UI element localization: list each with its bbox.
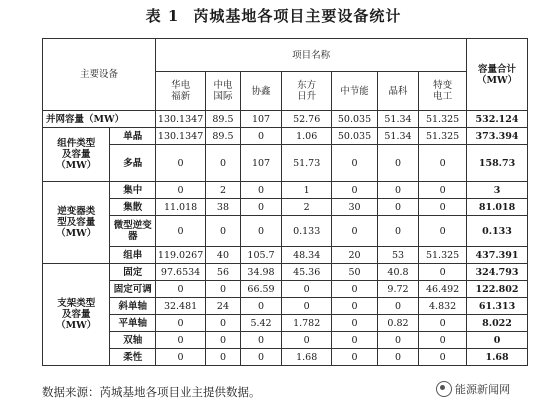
table-cell: 0.82 — [377, 315, 418, 332]
table-cell: 0 — [332, 349, 378, 366]
table-cell: 24 — [206, 298, 241, 315]
row-label-grid: 并网容量（MW） — [43, 111, 156, 128]
table-cell: 0 — [332, 332, 378, 349]
table-cell: 0 — [377, 332, 418, 349]
table-cell: 45.36 — [282, 264, 332, 281]
table-cell: 56 — [206, 264, 241, 281]
table-cell: 130.1347 — [156, 111, 206, 128]
row-total-cell: 437.391 — [467, 247, 528, 264]
table-cell: 0 — [419, 145, 467, 182]
table-cell: 52.76 — [282, 111, 332, 128]
table-cell: 11.018 — [156, 199, 206, 216]
table-cell: 4.832 — [419, 298, 467, 315]
table-cell: 50 — [332, 264, 378, 281]
table-number: 表 1 — [145, 7, 180, 25]
table-row — [43, 182, 528, 199]
watermark — [436, 381, 510, 397]
wechat-icon — [436, 381, 452, 397]
table-cell: 1.782 — [282, 315, 332, 332]
row-total-cell: 61.313 — [467, 298, 528, 315]
table-cell: 0 — [240, 182, 281, 199]
header-project-5: 晶科 — [377, 72, 418, 111]
table-row — [43, 281, 528, 298]
table-cell: 51.34 — [377, 128, 418, 145]
table-cell: 0 — [282, 332, 332, 349]
header-project-2: 协鑫 — [240, 72, 281, 111]
sub-label: 集散 — [110, 199, 156, 216]
table-cell: 1.68 — [282, 349, 332, 366]
table-cell: 0 — [240, 128, 281, 145]
group-label-bracket: 支架类型 及容量 （MW） — [43, 264, 110, 366]
table-cell: 2 — [206, 182, 241, 199]
row-total-cell: 3 — [467, 182, 528, 199]
table-cell: 51.73 — [282, 145, 332, 182]
table-cell: 0 — [156, 145, 206, 182]
table-row — [43, 145, 528, 182]
table-cell: 51.34 — [377, 111, 418, 128]
table-cell: 66.59 — [240, 281, 281, 298]
table-row — [43, 247, 528, 264]
table-cell: 46.492 — [419, 281, 467, 298]
sub-label: 集中 — [110, 182, 156, 199]
table-cell: 0 — [332, 182, 378, 199]
sub-label: 双轴 — [110, 332, 156, 349]
table-cell: 89.5 — [206, 111, 241, 128]
table-cell: 30 — [332, 199, 378, 216]
table-cell: 0 — [206, 315, 241, 332]
table-cell: 0 — [377, 182, 418, 199]
table-row — [43, 332, 528, 349]
row-total-cell: 1.68 — [467, 349, 528, 366]
sub-label: 多晶 — [110, 145, 156, 182]
table-row — [43, 298, 528, 315]
table-cell: 1 — [282, 182, 332, 199]
sub-label: 组串 — [110, 247, 156, 264]
table-cell: 20 — [332, 247, 378, 264]
table-cell: 0 — [156, 332, 206, 349]
table-cell: 0 — [206, 281, 241, 298]
table-cell: 0 — [377, 145, 418, 182]
header-project-3: 东方 日升 — [282, 72, 332, 111]
table-cell: 32.481 — [156, 298, 206, 315]
sub-label: 单晶 — [110, 128, 156, 145]
header-project-0: 华电 福新 — [156, 72, 206, 111]
table-cell: 51.325 — [419, 111, 467, 128]
table-cell: 0 — [419, 264, 467, 281]
table-cell: 0 — [419, 315, 467, 332]
table-title-text: 芮城基地各项目主要设备统计 — [193, 7, 402, 25]
sub-label: 微型逆变 器 — [110, 216, 156, 247]
header-total: 容量合计 （MW） — [467, 39, 528, 111]
table-cell: 38 — [206, 199, 241, 216]
table-cell: 0 — [377, 216, 418, 247]
table-cell: 0 — [156, 216, 206, 247]
table-cell: 0 — [332, 298, 378, 315]
table-cell: 51.325 — [419, 128, 467, 145]
header-main-equipment: 主要设备 — [43, 39, 156, 111]
row-total-cell: 373.394 — [467, 128, 528, 145]
header-project-4: 中节能 — [332, 72, 378, 111]
table-cell: 40.8 — [377, 264, 418, 281]
table-cell: 0 — [156, 349, 206, 366]
table-row — [43, 111, 528, 128]
row-total-cell: 158.73 — [467, 145, 528, 182]
table-cell: 0 — [332, 145, 378, 182]
table-cell: 0 — [206, 145, 241, 182]
table-cell: 50.035 — [332, 128, 378, 145]
table-cell: 0 — [156, 281, 206, 298]
table-cell: 53 — [377, 247, 418, 264]
table-cell: 0 — [240, 199, 281, 216]
row-total-cell: 0 — [467, 332, 528, 349]
table-cell: 9.72 — [377, 281, 418, 298]
table-cell: 0 — [419, 216, 467, 247]
table-cell: 0 — [377, 349, 418, 366]
watermark-text: 能源新闻网 — [455, 383, 510, 396]
table-cell: 0 — [156, 315, 206, 332]
table-cell: 34.98 — [240, 264, 281, 281]
table-cell: 0.133 — [282, 216, 332, 247]
header-project-6: 特变 电工 — [419, 72, 467, 111]
table-cell: 2 — [282, 199, 332, 216]
table-cell: 119.0267 — [156, 247, 206, 264]
data-source-note: 数据来源：芮城基地各项目业主提供数据。 — [42, 385, 261, 399]
table-cell: 50.035 — [332, 111, 378, 128]
table-cell: 0 — [240, 349, 281, 366]
table-cell: 0 — [282, 298, 332, 315]
table-cell: 0 — [377, 199, 418, 216]
row-total-cell: 0.133 — [467, 216, 528, 247]
table-cell: 51.325 — [419, 247, 467, 264]
table-cell: 0 — [206, 332, 241, 349]
table-cell: 0 — [282, 281, 332, 298]
table-cell: 0 — [332, 216, 378, 247]
group-label-inverter: 逆变器类 型及容量 （MW） — [43, 182, 110, 264]
table-cell: 0 — [419, 182, 467, 199]
table-cell: 48.34 — [282, 247, 332, 264]
table-row — [43, 128, 528, 145]
table-row — [43, 349, 528, 366]
table-row — [43, 216, 528, 247]
sub-label: 固定 — [110, 264, 156, 281]
row-total-cell: 324.793 — [467, 264, 528, 281]
row-total-cell: 81.018 — [467, 199, 528, 216]
table-cell: 0 — [419, 332, 467, 349]
table-cell: 0 — [206, 349, 241, 366]
table-cell: 0 — [240, 332, 281, 349]
row-total-cell: 122.802 — [467, 281, 528, 298]
table-cell: 5.42 — [240, 315, 281, 332]
table-cell: 0 — [156, 182, 206, 199]
header-project-name: 项目名称 — [156, 39, 467, 72]
table-row — [43, 199, 528, 216]
table-title — [0, 5, 547, 26]
table-row — [43, 264, 528, 281]
table-cell: 0 — [419, 349, 467, 366]
sub-label: 平单轴 — [110, 315, 156, 332]
table-cell: 0 — [332, 315, 378, 332]
group-label-module: 组件类型 及容量 （MW） — [43, 128, 110, 182]
equipment-table — [42, 38, 528, 366]
table-cell: 107 — [240, 145, 281, 182]
row-total-cell: 532.124 — [467, 111, 528, 128]
table-cell: 0 — [377, 298, 418, 315]
table-cell: 105.7 — [240, 247, 281, 264]
table-cell: 89.5 — [206, 128, 241, 145]
table-cell: 130.1347 — [156, 128, 206, 145]
sub-label: 斜单轴 — [110, 298, 156, 315]
table-cell: 97.6534 — [156, 264, 206, 281]
table-cell: 1.06 — [282, 128, 332, 145]
header-project-1: 中电 国际 — [206, 72, 241, 111]
sub-label: 柔性 — [110, 349, 156, 366]
row-total-cell: 8.022 — [467, 315, 528, 332]
table-cell: 0 — [206, 216, 241, 247]
table-cell: 0 — [240, 298, 281, 315]
table-row — [43, 315, 528, 332]
table-cell: 40 — [206, 247, 241, 264]
table-cell: 0 — [240, 216, 281, 247]
table-cell: 107 — [240, 111, 281, 128]
sub-label: 固定可调 — [110, 281, 156, 298]
table-cell: 0 — [419, 199, 467, 216]
table-cell: 0 — [332, 281, 378, 298]
